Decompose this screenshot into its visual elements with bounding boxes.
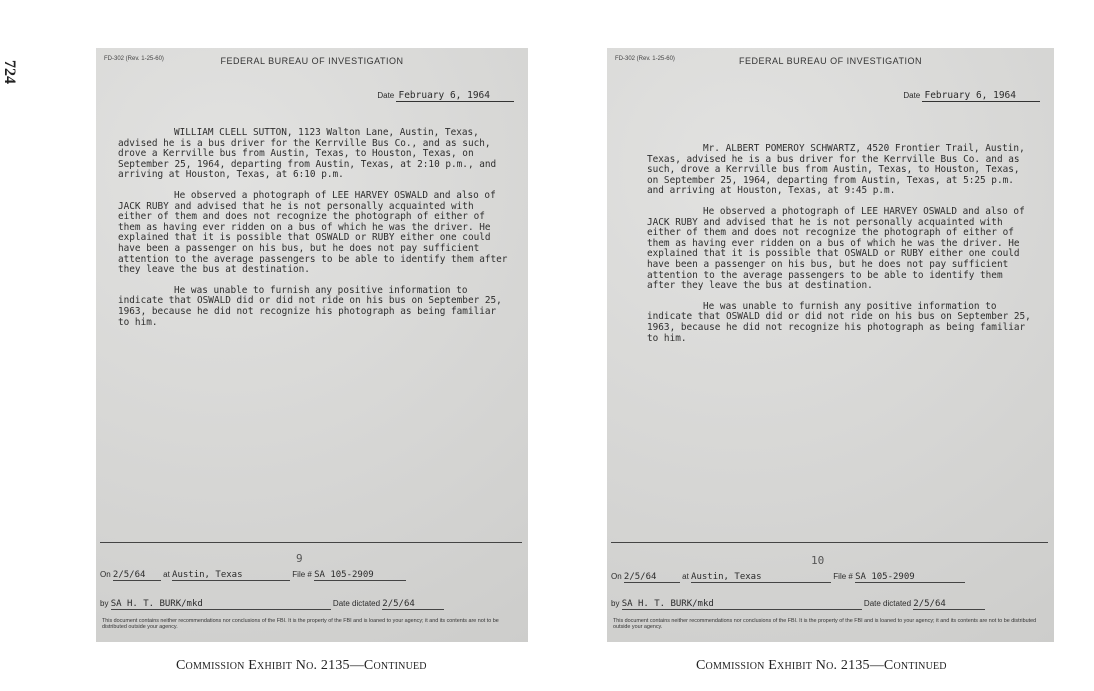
at-label: at bbox=[682, 572, 689, 581]
report-date bbox=[377, 90, 514, 101]
interview-date: 2/5/64 bbox=[624, 572, 680, 583]
dictated-label: Date dictated bbox=[863, 599, 912, 608]
exhibit-caption-right: Commission Exhibit No. 2135—Continued bbox=[696, 658, 947, 673]
on-label: On bbox=[611, 572, 622, 581]
paragraph: He was unable to furnish any positive information to indicate that OSWALD did or did not ride on his bus on September 25, 1963, because he did not recognize his photograph as being familiar to him. bbox=[647, 300, 1031, 344]
interview-location: Austin, Texas bbox=[691, 572, 831, 583]
page-number: 724 bbox=[1, 60, 18, 84]
interview-line bbox=[100, 570, 522, 581]
form-number: FD-302 (Rev. 1-25-60) bbox=[104, 56, 164, 62]
agency-header: FEDERAL BUREAU OF INVESTIGATION bbox=[738, 56, 923, 66]
by-label: by bbox=[611, 599, 620, 608]
dictated-date: 2/5/64 bbox=[913, 599, 985, 610]
agency-header: FEDERAL BUREAU OF INVESTIGATION bbox=[220, 56, 404, 66]
paragraph: Mr. ALBERT POMEROY SCHWARTZ, 4520 Frontier Trail, Austin, Texas, advised he is a bus driver for the Kerrville Bus Co. and as such, drove a Kerrville bus from Austin, Texas, to Houston, Texas, on September 25, 1964, departing from Austin, Texas, at 5:25 p.m. and arriving at Houston, Texas, at 9:45 p.m. bbox=[647, 143, 1025, 197]
file-label: File # bbox=[833, 572, 853, 581]
paragraph: He observed a photograph of LEE HARVEY OSWALD and also of JACK RUBY and advised that he is not personally acquainted with either of them and does not recognize the photograph of either of them as having ever ridden on a bus of which he was the driver. He explained that it is possible that OSWALD or RUBY either one could have been a passenger on his bus, but he does not pay sufficient attention to the average passengers to be able to identify them after they leave the bus at destination. bbox=[118, 189, 508, 276]
serial-number: 10 bbox=[811, 554, 825, 567]
paragraph: He observed a photograph of LEE HARVEY OSWALD and also of JACK RUBY and advised that he is not personally acquainted with either of them and does not recognize the photograph of either of them as having ever ridden on a bus of which he was the driver. He explained that it is possible that OSWALD or RUBY either one could have been a passenger on his bus, but he does not pay sufficient attention to the average passengers to be able to identify them after they leave the bus at destination. bbox=[647, 205, 1025, 292]
report-date bbox=[903, 90, 1040, 101]
at-label: at bbox=[163, 570, 170, 579]
by-label: by bbox=[100, 599, 109, 608]
report-body bbox=[647, 144, 1034, 354]
agent-name: SA H. T. BURK/mkd bbox=[111, 599, 331, 610]
fbi-report-left bbox=[96, 48, 528, 642]
file-number: SA 105-2909 bbox=[314, 570, 406, 581]
report-body bbox=[118, 128, 508, 338]
paragraph: WILLIAM CLELL SUTTON, 1123 Walton Lane, Austin, Texas, advised he is a bus driver for the Kerrville Bus Co., and as such, drove a Kerrville bus from Austin, Texas, to Houston, Texas, on September 25, 1964, departing from Austin, Texas, at 2:10 p.m., and arriving at Houston, Texas, at 6:10 p.m. bbox=[118, 127, 497, 181]
file-number: SA 105-2909 bbox=[855, 572, 965, 583]
agent-line bbox=[100, 599, 522, 610]
dictated-label: Date dictated bbox=[332, 599, 381, 608]
agent-name: SA H. T. BURK/mkd bbox=[622, 599, 862, 610]
exhibit-caption-left: Commission Exhibit No. 2135—Continued bbox=[176, 658, 427, 673]
date-value: February 6, 1964 bbox=[922, 90, 1040, 102]
date-label: Date bbox=[903, 91, 921, 100]
divider bbox=[611, 542, 1048, 543]
interview-location: Austin, Texas bbox=[172, 570, 290, 581]
paragraph: He was unable to furnish any positive information to indicate that OSWALD did or did not ride on his bus on September 25, 1963, because he did not recognize his photograph as being familiar to him. bbox=[118, 284, 502, 328]
serial-number: 9 bbox=[296, 552, 303, 565]
on-label: On bbox=[100, 570, 111, 579]
interview-line bbox=[611, 572, 1048, 583]
divider bbox=[100, 542, 522, 543]
date-value: February 6, 1964 bbox=[396, 90, 514, 102]
agent-line bbox=[611, 599, 1048, 610]
dictated-date: 2/5/64 bbox=[382, 599, 444, 610]
file-label: File # bbox=[292, 570, 312, 579]
form-number: FD-302 (Rev. 1-25-60) bbox=[615, 56, 675, 62]
disclaimer: This document contains neither recommendations nor conclusions of the FBI. It is the property of the FBI and is loaned to your agency; it and its contents are not to be distributed outside your agency. bbox=[613, 618, 1037, 631]
interview-date: 2/5/64 bbox=[113, 570, 161, 581]
disclaimer: This document contains neither recommendations nor conclusions of the FBI. It is the property of the FBI and is loaned to your agency; it and its contents are not to be distributed outside your agency. bbox=[102, 618, 499, 631]
date-label: Date bbox=[377, 91, 395, 100]
fbi-report-right bbox=[607, 48, 1054, 642]
